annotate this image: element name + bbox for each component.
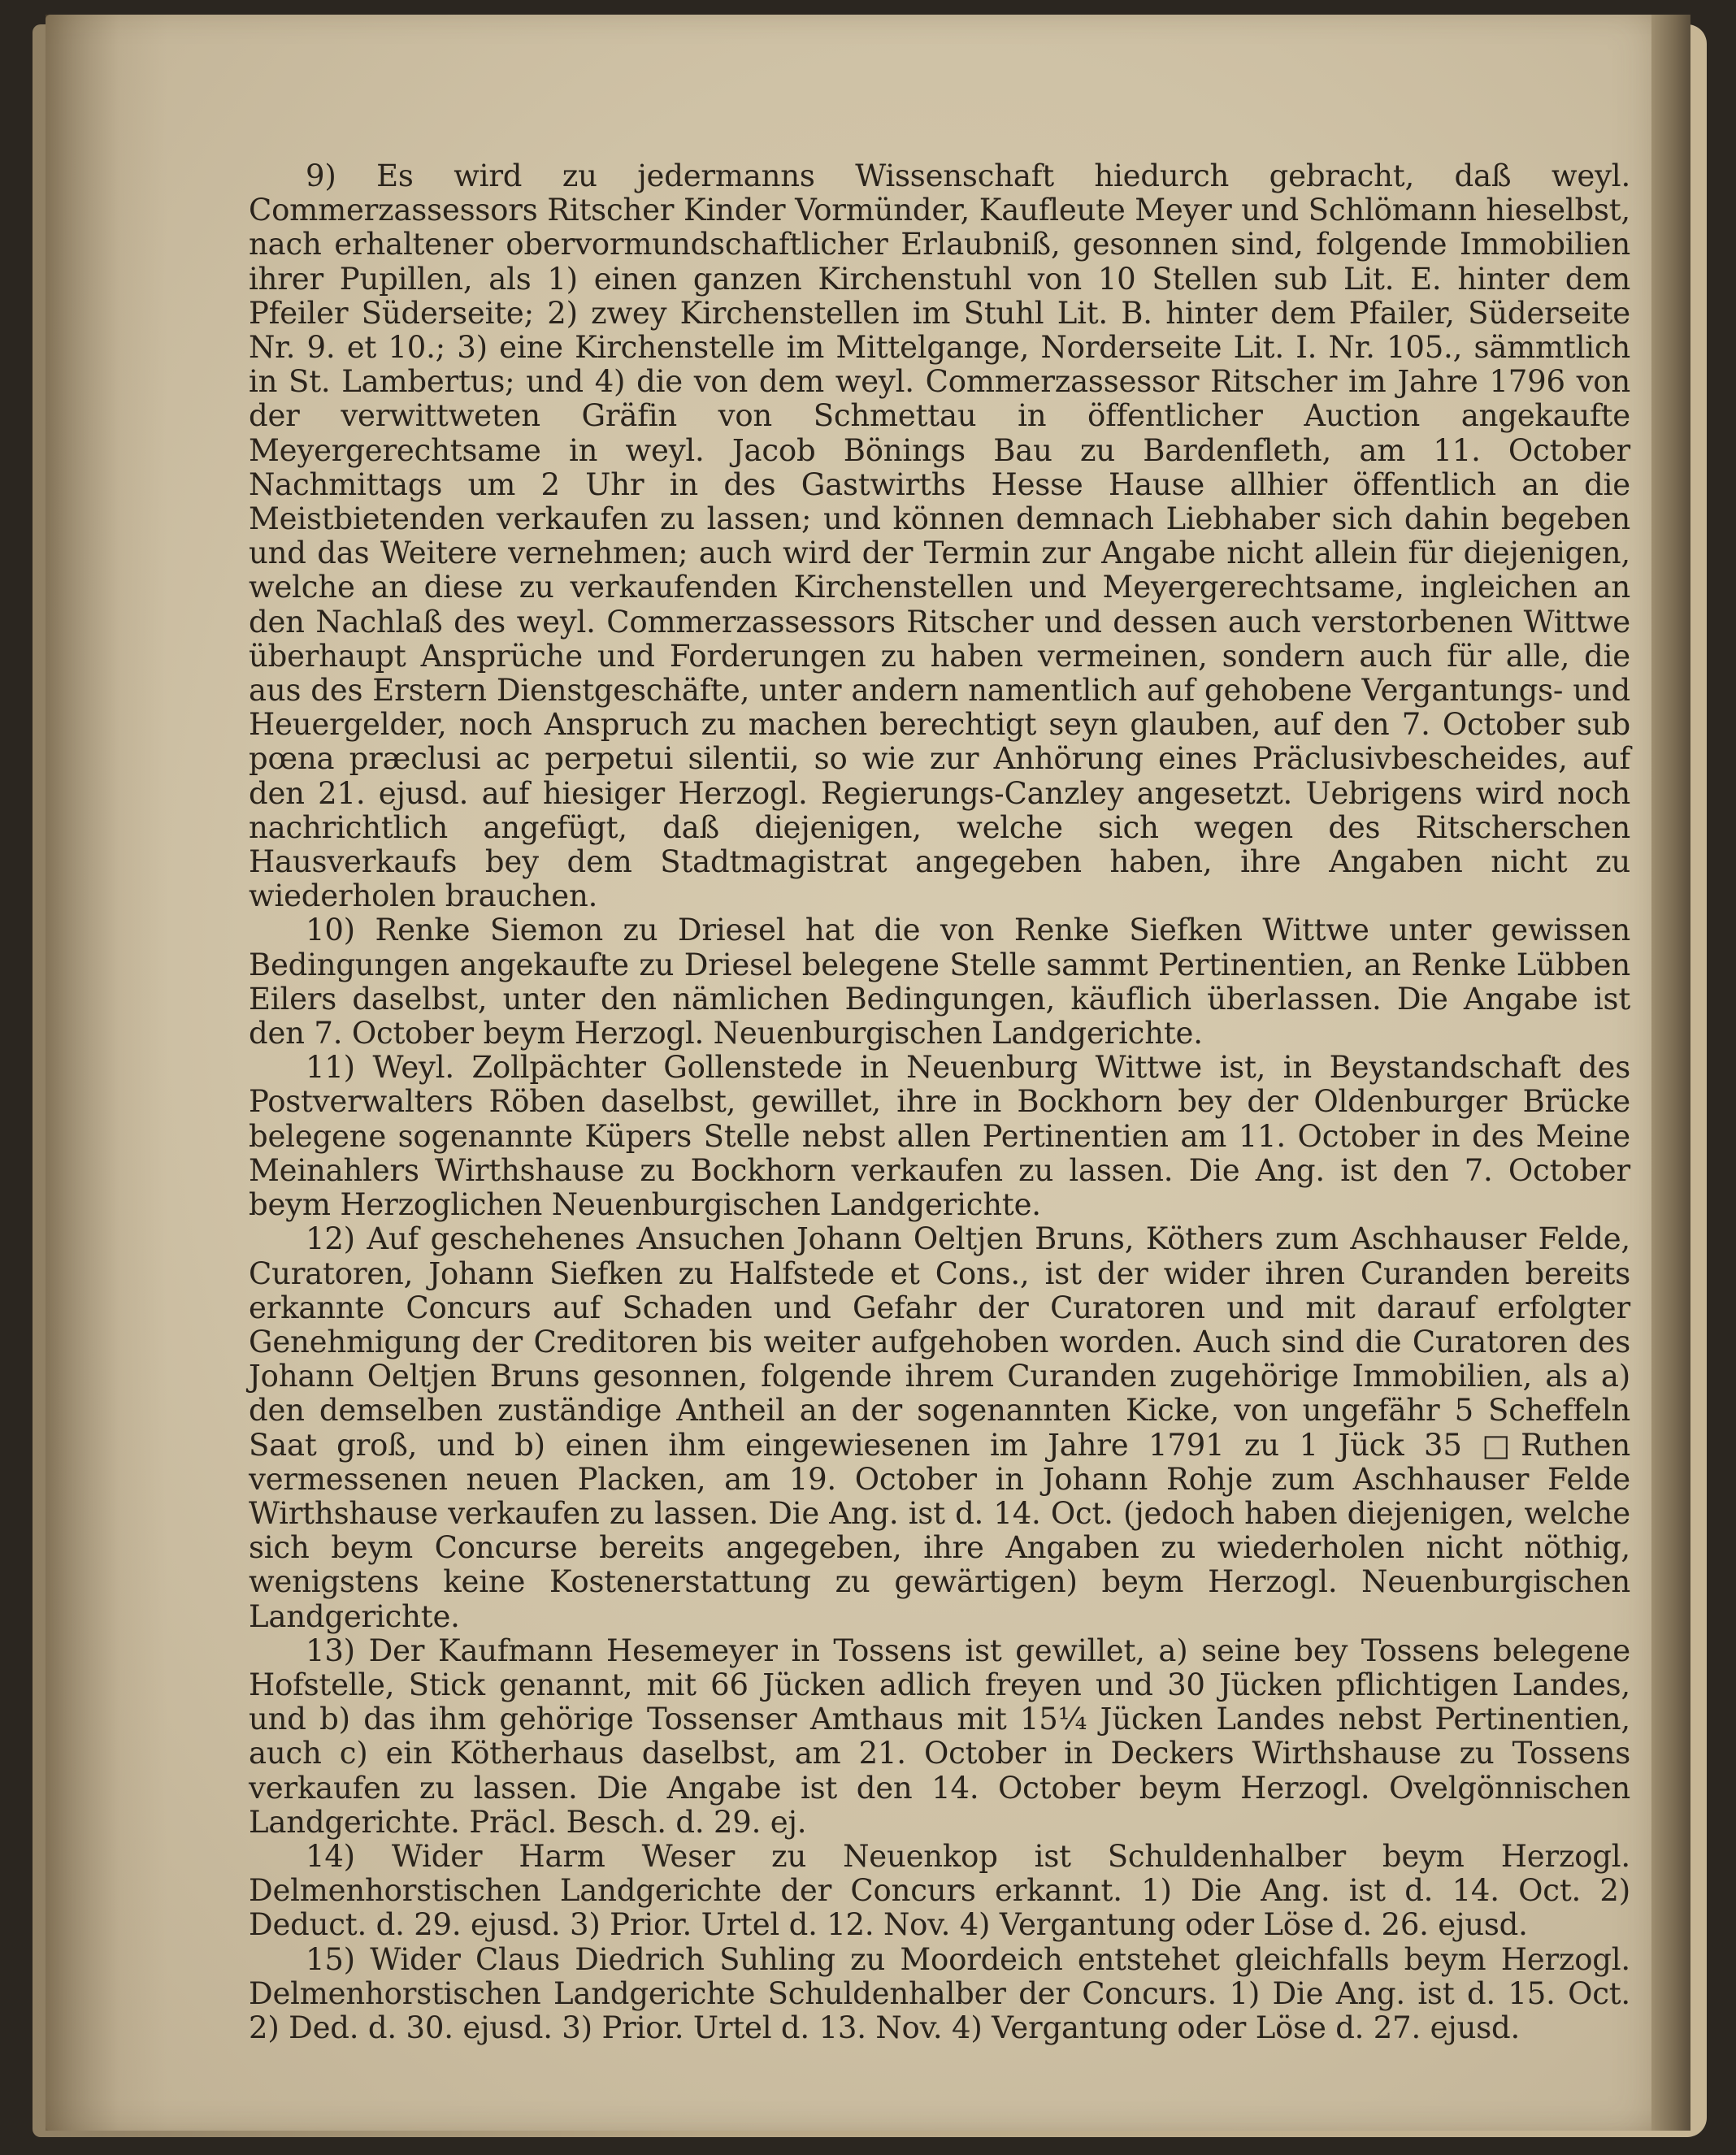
notice-paragraph-9: 9) Es wird zu jedermanns Wissenschaft hiedurch gebracht, daß weyl. Commerzassessors Ritscher Kinder Vormünder, Kaufleute Meyer und Schlömann hieselbst, nach erhaltener obervormundschaftlicher Erlaubniß, gesonnen sind, folgende Immobilien ihrer Pupillen, als 1) einen ganzen Kirchenstuhl von 10 Stellen sub Lit. E. hinter dem Pfeiler Süderseite; 2) zwey Kirchenstellen im Stuhl Lit. B. hinter dem Pfailer, Süderseite Nr. 9. et 10.; 3) eine Kirchenstelle im Mittelgange, Norderseite Lit. I. Nr. 105., sämmtlich in St. Lambertus; und 4) die von dem weyl. Commerzassessor Ritscher im Jahre 1796 von der verwittweten Gräfin von Schmettau in öffentlicher Auction angekaufte Meyergerechtsame in weyl. Jacob Bönings Bau zu Bardenfleth, am 11. October Nachmittags um 2 Uhr in des Gastwirths Hesse Hause allhier öffentlich an die Meistbietenden verkaufen zu lassen; und können demnach Liebhaber sich dahin begeben und das Weitere vernehmen; auch wird der Termin zur Angabe nicht allein für diejenigen, welche an diese zu verkaufenden Kirchenstellen und Meyergerechtsame, ingleichen an den Nachlaß des weyl. Commerzassessors Ritscher und dessen auch verstorbenen Wittwe überhaupt Ansprüche und Forderungen zu haben vermeinen, sondern auch für alle, die aus des Erstern Dienstgeschäfte, unter andern namentlich auf gehobene Vergantungs- und Heuergelder, noch Anspruch zu machen berechtigt seyn glauben, auf den 7. October sub pœna præclusi ac perpetui silentii, so wie zur Anhörung eines Präclusivbescheides, auf den 21. ejusd. auf hiesiger Herzogl. Regierungs-Canzley angesetzt. Uebrigens wird noch nachrichtlich angefügt, daß diejenigen, welche sich wegen des Ritscherschen Hausverkaufs bey dem Stadtmagistrat angegeben haben, ihre Angaben nicht zu wiederholen brauchen. (249, 158, 1630, 914)
notice-paragraph-13: 13) Der Kaufmann Hesemeyer in Tossens ist gewillet, a) seine bey Tossens belegene Hofstelle, Stick genannt, mit 66 Jücken adlich freyen und 30 Jücken pflichtigen Landes, und b) das ihm gehörige Tossenser Amthaus mit 15¼ Jücken Landes nebst Pertinentien, auch c) ein Kötherhaus daselbst, am 21. October in Deckers Wirthshause zu Tossens verkaufen zu lassen. Die Angabe ist den 14. October beym Herzogl. Ovelgönnischen Landgerichte. Präcl. Besch. d. 29. ej. (249, 1633, 1630, 1840)
notice-paragraph-11: 11) Weyl. Zollpächter Gollenstede in Neuenburg Wittwe ist, in Beystandschaft des Postverwalters Röben daselbst, gewillet, ihre in Bockhorn bey der Oldenburger Brücke belegene sogenannte Küpers Stelle nebst allen Pertinentien am 11. October in des Meine Meinahlers Wirthshause zu Bockhorn verkaufen zu lassen. Die Ang. ist den 7. October beym Herzoglichen Neuenburgischen Landgerichte. (249, 1050, 1630, 1223)
notice-paragraph-15: 15) Wider Claus Diedrich Suhling zu Moordeich entstehet gleichfalls beym Herzogl. Delmenhorstischen Landgerichte Schuldenhalber der Concurs. 1) Die Ang. ist d. 15. Oct. 2) Ded. d. 30. ejusd. 3) Prior. Urtel d. 13. Nov. 4) Vergantung oder Löse d. 27. ejusd. (249, 1941, 1630, 2045)
notice-paragraph-14: 14) Wider Harm Weser zu Neuenkop ist Schuldenhalber beym Herzogl. Delmenhorstischen Landgerichte der Concurs erkannt. 1) Die Ang. ist d. 14. Oct. 2) Deduct. d. 29. ejusd. 3) Prior. Urtel d. 12. Nov. 4) Vergantung oder Löse d. 26. ejusd. (249, 1838, 1630, 1943)
notice-paragraph-12: 12) Auf geschehenes Ansuchen Johann Oeltjen Bruns, Köthers zum Aschhauser Felde, Curatoren, Johann Siefken zu Halfstede et Cons., ist der wider ihren Curanden bereits erkannte Concurs auf Schaden und Gefahr der Curatoren und mit darauf erfolgter Genehmigung der Creditoren bis weiter aufgehoben worden. Auch sind die Curatoren des Johann Oeltjen Bruns gesonnen, folgende ihrem Curanden zugehörige Immobilien, als a) den demselben zuständige Antheil an der sogenannten Kicke, von ungefähr 5 Scheffeln Saat groß, und b) einen ihm eingewiesenen im Jahre 1791 zu 1 Jück 35 □Ruthen vermessenen neuen Placken, am 19. October in Johann Rohje zum Aschhauser Felde Wirthshause verkaufen zu lassen. Die Ang. ist d. 14. Oct. (jedoch haben diejenigen, welche sich beym Concurse bereits angegeben, ihre Angaben zu wiederholen nicht nöthig, wenigstens keine Kostenerstattung zu gewärtigen) beym Herzogl. Neuenburgischen Landgerichte. (249, 1221, 1630, 1634)
gutter-shadow (46, 15, 167, 2131)
notice-paragraph-10: 10) Renke Siemon zu Driesel hat die von Renke Siefken Wittwe unter gewissen Bedingungen angekaufte zu Driesel belegene Stelle sammt Pertinentien, an Renke Lübben Eilers daselbst, unter den nämlichen Bedingungen, käuflich überlassen. Die Angabe ist den 7. October beym Herzogl. Neuenburgischen Landgerichte. (249, 913, 1630, 1051)
page-right-edge (1651, 15, 1690, 2131)
notice-text-block (249, 159, 1630, 2045)
